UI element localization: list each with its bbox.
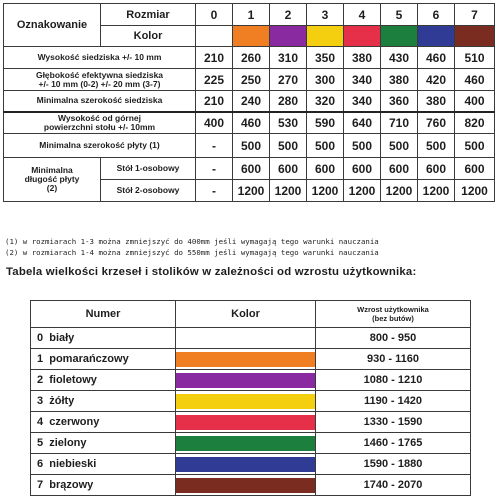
value-cell: 500 — [270, 134, 307, 158]
value-cell: 600 — [344, 158, 381, 180]
height-range: 1460 - 1765 — [316, 433, 471, 454]
value-cell: 350 — [307, 47, 344, 69]
color-swatch — [176, 352, 315, 367]
color-swatch — [176, 373, 315, 388]
value-cell: 270 — [270, 69, 307, 91]
value-cell: - — [196, 158, 233, 180]
oznakowanie-header: Oznakowanie — [4, 4, 101, 47]
size-5: 5 — [381, 4, 418, 26]
value-cell: 510 — [455, 47, 495, 69]
table-row — [31, 391, 471, 412]
value-cell: 640 — [344, 112, 381, 134]
value-cell: 500 — [455, 134, 495, 158]
value-cell: 600 — [455, 158, 495, 180]
color-name: 5 zielony — [31, 433, 176, 454]
value-cell: 280 — [270, 91, 307, 112]
row-label: Wysokość od górnej powierzchni stołu +/- 10mm — [4, 112, 196, 134]
color-name: 3 żółty — [31, 391, 176, 412]
value-cell: 340 — [344, 91, 381, 112]
rozmiar-header: Rozmiar — [101, 4, 196, 26]
height-range: 930 - 1160 — [316, 349, 471, 370]
value-cell: 600 — [307, 158, 344, 180]
size-4: 4 — [344, 4, 381, 26]
value-cell: 340 — [344, 69, 381, 91]
wzrost-header: Wzrost użytkownika (bez butów) — [316, 301, 471, 328]
table-row — [31, 349, 471, 370]
color-name: 7 brązowy — [31, 475, 176, 496]
value-cell: 500 — [307, 134, 344, 158]
table-row — [31, 454, 471, 475]
size-0: 0 — [196, 4, 233, 26]
value-cell: 600 — [270, 158, 307, 180]
value-cell: 1200 — [381, 180, 418, 202]
value-cell: 600 — [418, 158, 455, 180]
size-color-1 — [233, 26, 270, 47]
color-swatch-cell — [176, 475, 316, 496]
size-color-5 — [381, 26, 418, 47]
numer-header: Numer — [31, 301, 176, 328]
value-cell: 500 — [418, 134, 455, 158]
value-cell: 320 — [307, 91, 344, 112]
value-cell: - — [196, 134, 233, 158]
value-cell: 225 — [196, 69, 233, 91]
value-cell: 460 — [418, 47, 455, 69]
value-cell: 1200 — [307, 180, 344, 202]
value-cell: 600 — [381, 158, 418, 180]
value-cell: 360 — [381, 91, 418, 112]
color-swatch — [176, 394, 315, 409]
size-3: 3 — [307, 4, 344, 26]
color-swatch-cell — [176, 370, 316, 391]
value-cell: 1200 — [455, 180, 495, 202]
table-row — [31, 475, 471, 496]
size-2: 2 — [270, 4, 307, 26]
height-table-title: Tabela wielkości krzeseł i stolików w zależności od wzrostu użytkownika: — [6, 266, 417, 278]
color-name: 4 czerwony — [31, 412, 176, 433]
value-cell: 1200 — [233, 180, 270, 202]
color-name: 1 pomarańczowy — [31, 349, 176, 370]
color-swatch — [176, 436, 315, 451]
stol1-label: Stół 1-osobowy — [101, 158, 196, 180]
height-range: 1190 - 1420 — [316, 391, 471, 412]
size-color-7 — [455, 26, 495, 47]
footnotes — [5, 236, 495, 258]
value-cell: 710 — [381, 112, 418, 134]
color-swatch-cell — [176, 328, 316, 349]
table-row — [31, 370, 471, 391]
value-cell: 760 — [418, 112, 455, 134]
kolor-header: Kolor — [101, 26, 196, 47]
value-cell: 250 — [233, 69, 270, 91]
size-6: 6 — [418, 4, 455, 26]
color-name: 0 biały — [31, 328, 176, 349]
height-range: 800 - 950 — [316, 328, 471, 349]
size-color-0 — [196, 26, 233, 47]
value-cell: 400 — [196, 112, 233, 134]
size-color-3 — [307, 26, 344, 47]
value-cell: 380 — [381, 69, 418, 91]
value-cell: 1200 — [418, 180, 455, 202]
color-swatch — [176, 331, 315, 346]
value-cell: 430 — [381, 47, 418, 69]
footnote-1: (1) w rozmiarach 1-3 można zmniejszyć do 400mm jeśli wymagają tego warunki nauczania — [5, 237, 379, 246]
size-color-6 — [418, 26, 455, 47]
value-cell: 460 — [455, 69, 495, 91]
row-label: Minimalna szerokość płyty (1) — [4, 134, 196, 158]
height-table — [30, 300, 471, 496]
value-cell: 380 — [418, 91, 455, 112]
value-cell: 260 — [233, 47, 270, 69]
color-swatch — [176, 415, 315, 430]
height-range: 1330 - 1590 — [316, 412, 471, 433]
value-cell: 420 — [418, 69, 455, 91]
color-swatch-cell — [176, 454, 316, 475]
color-swatch-cell — [176, 391, 316, 412]
min-length-label: Minimalna długość płyty (2) — [4, 158, 101, 202]
value-cell: 460 — [233, 112, 270, 134]
value-cell: 380 — [344, 47, 381, 69]
value-cell: 400 — [455, 91, 495, 112]
kolor-col-header: Kolor — [176, 301, 316, 328]
value-cell: 300 — [307, 69, 344, 91]
row-label: Minimalna szerokość siedziska — [4, 91, 196, 112]
row-label: Głębokość efektywna siedziska +/- 10 mm (0-2) +/- 20 mm (3-7) — [4, 69, 196, 91]
table-row — [31, 412, 471, 433]
row-label: Wysokość siedziska +/- 10 mm — [4, 47, 196, 69]
table-row — [31, 328, 471, 349]
height-range: 1080 - 1210 — [316, 370, 471, 391]
color-swatch — [176, 457, 315, 472]
size-color-4 — [344, 26, 381, 47]
height-range: 1590 - 1880 — [316, 454, 471, 475]
value-cell: 590 — [307, 112, 344, 134]
size-7: 7 — [455, 4, 495, 26]
value-cell: 500 — [381, 134, 418, 158]
value-cell: 500 — [344, 134, 381, 158]
size-1: 1 — [233, 4, 270, 26]
color-name: 2 fioletowy — [31, 370, 176, 391]
footnote-2: (2) w rozmiarach 1-4 można zmniejszyć do 550mm jeśli wymagają tego warunki nauczania — [5, 248, 379, 257]
value-cell: 1200 — [344, 180, 381, 202]
value-cell: 240 — [233, 91, 270, 112]
value-cell: 600 — [233, 158, 270, 180]
color-swatch-cell — [176, 412, 316, 433]
color-swatch-cell — [176, 433, 316, 454]
value-cell: 820 — [455, 112, 495, 134]
value-cell: 310 — [270, 47, 307, 69]
stol2-label: Stół 2-osobowy — [101, 180, 196, 202]
value-cell: 210 — [196, 47, 233, 69]
color-swatch — [176, 478, 315, 493]
table-row — [31, 433, 471, 454]
value-cell: 210 — [196, 91, 233, 112]
size-table — [3, 3, 495, 202]
height-range: 1740 - 2070 — [316, 475, 471, 496]
size-color-2 — [270, 26, 307, 47]
value-cell: 500 — [233, 134, 270, 158]
color-swatch-cell — [176, 349, 316, 370]
color-name: 6 niebieski — [31, 454, 176, 475]
value-cell: 530 — [270, 112, 307, 134]
value-cell: - — [196, 180, 233, 202]
value-cell: 1200 — [270, 180, 307, 202]
